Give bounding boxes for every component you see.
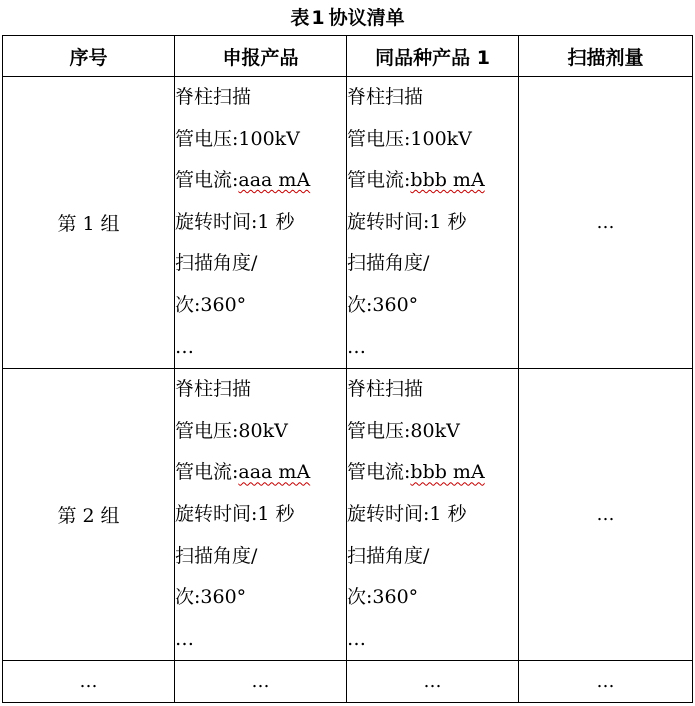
scan-dose: … — [519, 369, 693, 661]
more-params: … — [175, 335, 194, 358]
scan-angle-value: 次:360° — [347, 586, 419, 609]
header-declared-product: 申报产品 — [175, 36, 347, 77]
rotation-time: 旋转时间:1 秒 — [347, 210, 467, 233]
scan-type: 脊柱扫描 — [347, 86, 424, 108]
scan-angle-value: 次:360° — [175, 586, 247, 609]
tube-current: 管电流:aaa mA — [175, 461, 311, 484]
caption-title: 协议清单 — [328, 7, 405, 29]
tube-current: 管电流:bbb mA — [347, 461, 485, 484]
rotation-time: 旋转时间:1 秒 — [175, 210, 295, 233]
caption-number: 1 — [311, 7, 325, 29]
ellipsis-cell: … — [3, 661, 175, 703]
ellipsis-cell: … — [347, 661, 519, 703]
equivalent-params — [347, 77, 519, 369]
group-label: 第 1 组 — [3, 77, 175, 369]
group-label: 第 2 组 — [3, 369, 175, 661]
more-params: … — [347, 627, 366, 650]
header-row — [3, 36, 693, 77]
scan-angle-value: 次:360° — [175, 293, 247, 316]
tube-voltage: 管电压:80kV — [347, 419, 460, 442]
more-params: … — [175, 627, 194, 650]
scan-angle-value: 次:360° — [347, 293, 419, 316]
rotation-time: 旋转时间:1 秒 — [347, 502, 467, 525]
table-row — [3, 369, 693, 661]
table-row — [3, 661, 693, 703]
protocol-table — [2, 35, 693, 703]
scan-type: 脊柱扫描 — [175, 378, 252, 401]
tube-voltage: 管电压:80kV — [175, 419, 288, 442]
ellipsis-cell: … — [175, 661, 347, 703]
table-caption — [0, 5, 695, 31]
scan-type: 脊柱扫描 — [347, 378, 424, 401]
tube-voltage: 管电压:100kV — [175, 127, 300, 150]
more-params: … — [347, 335, 366, 358]
rotation-time: 旋转时间:1 秒 — [175, 502, 295, 525]
scan-angle-label: 扫描角度/ — [347, 544, 430, 567]
equivalent-params — [347, 369, 519, 661]
header-equivalent-product: 同品种产品 1 — [347, 36, 519, 77]
tube-current: 管电流:bbb mA — [347, 169, 485, 192]
caption-prefix: 表 — [290, 7, 310, 29]
declared-params — [175, 369, 347, 661]
ellipsis-cell: … — [519, 661, 693, 703]
scan-angle-label: 扫描角度/ — [175, 252, 258, 275]
scan-type: 脊柱扫描 — [175, 86, 252, 108]
header-scan-dose: 扫描剂量 — [519, 36, 693, 77]
declared-params — [175, 77, 347, 369]
header-index: 序号 — [3, 36, 175, 77]
scan-dose: … — [519, 77, 693, 369]
tube-current: 管电流:aaa mA — [175, 169, 311, 192]
tube-voltage: 管电压:100kV — [347, 127, 472, 150]
table-row — [3, 77, 693, 369]
scan-angle-label: 扫描角度/ — [175, 544, 258, 567]
scan-angle-label: 扫描角度/ — [347, 252, 430, 275]
